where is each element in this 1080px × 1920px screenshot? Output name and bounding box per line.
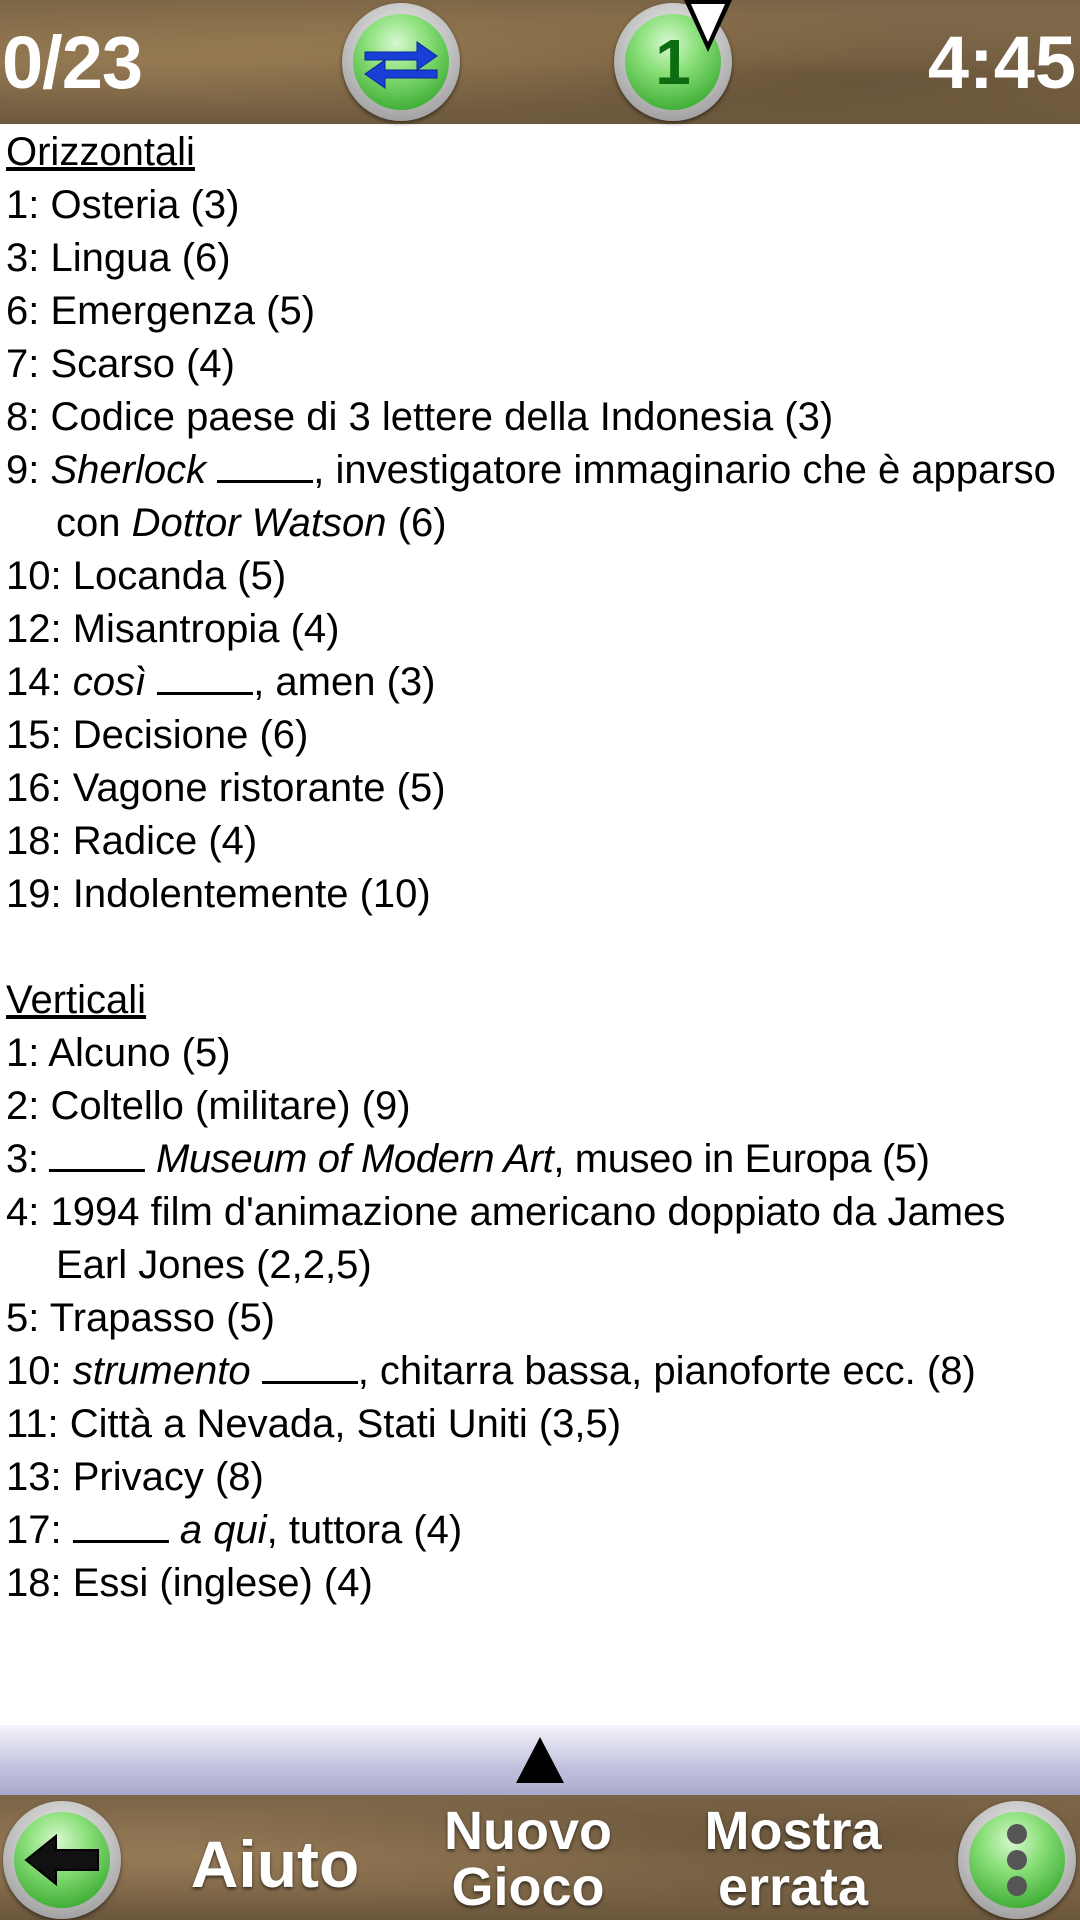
down-clue[interactable]: 18: Essi (inglese) (4) xyxy=(6,1561,373,1605)
across-clue[interactable]: 18: Radice (4) xyxy=(6,819,258,863)
across-clue[interactable]: 8: Codice paese di 3 lettere della Indonesia (3) xyxy=(6,395,834,439)
answer-blank xyxy=(262,1353,358,1384)
across-clue[interactable]: 14: così , amen (3) xyxy=(6,660,436,704)
overflow-menu-button[interactable] xyxy=(958,1801,1076,1919)
across-clue[interactable]: 1: Osteria (3) xyxy=(6,183,240,227)
bottom-bar xyxy=(0,1795,1080,1920)
top-bar xyxy=(0,0,1080,124)
new-game-button[interactable]: Nuovo Gioco xyxy=(444,1801,612,1917)
more-vertical-icon xyxy=(969,1812,1065,1908)
help-button[interactable]: Aiuto xyxy=(190,1827,360,1901)
down-clue[interactable]: 1: Alcuno (5) xyxy=(6,1031,231,1075)
dropdown-triangle-icon[interactable] xyxy=(684,0,732,52)
down-clue[interactable]: 13: Privacy (8) xyxy=(6,1455,264,1499)
down-clue[interactable]: 2: Coltello (militare) (9) xyxy=(6,1084,411,1128)
across-clue[interactable]: 9: Sherlock , investigatore immaginario che è apparso con Dottor Watson (6) xyxy=(6,448,1056,545)
back-button[interactable] xyxy=(3,1801,121,1919)
clue-list xyxy=(6,126,1076,1610)
across-clue[interactable]: 10: Locanda (5) xyxy=(6,554,287,598)
swap-direction-button[interactable] xyxy=(342,3,460,121)
clue-number: 1 xyxy=(655,26,691,98)
across-clue[interactable]: 6: Emergenza (5) xyxy=(6,289,316,333)
down-clue[interactable]: 4: 1994 film d'animazione americano doppiato da James Earl Jones (2,2,5) xyxy=(6,1190,1006,1287)
down-heading: Verticali xyxy=(6,978,147,1022)
score-counter: 0/23 xyxy=(2,21,143,104)
grid-drawer-handle[interactable] xyxy=(0,1725,1080,1795)
answer-blank xyxy=(73,1512,169,1543)
across-clue[interactable]: 12: Misantropia (4) xyxy=(6,607,340,651)
answer-blank xyxy=(217,452,313,483)
down-clue[interactable]: 11: Città a Nevada, Stati Uniti (3,5) xyxy=(6,1402,622,1446)
timer: 4:45 xyxy=(927,21,1076,104)
across-clue[interactable]: 19: Indolentemente (10) xyxy=(6,872,431,916)
answer-blank xyxy=(49,1141,145,1172)
across-clue[interactable]: 15: Decisione (6) xyxy=(6,713,309,757)
show-wrong-button[interactable]: Mostra errata xyxy=(704,1801,882,1917)
across-clue[interactable]: 7: Scarso (4) xyxy=(6,342,235,386)
down-clue[interactable]: 10: strumento , chitarra bassa, pianoforte ecc. (8) xyxy=(6,1349,976,1393)
back-arrow-icon xyxy=(14,1812,110,1908)
across-clue[interactable]: 16: Vagone ristorante (5) xyxy=(6,766,446,810)
down-clue[interactable]: 17: a qui, tuttora (4) xyxy=(6,1508,463,1552)
expand-up-arrow-icon xyxy=(516,1737,564,1783)
across-heading: Orizzontali xyxy=(6,130,195,174)
down-clue[interactable]: 3: Museum of Modern Art, museo in Europa (5) xyxy=(6,1137,930,1181)
down-clue[interactable]: 5: Trapasso (5) xyxy=(6,1296,276,1340)
swap-arrows-icon xyxy=(353,14,449,110)
answer-blank xyxy=(157,664,253,695)
across-clue[interactable]: 3: Lingua (6) xyxy=(6,236,231,280)
